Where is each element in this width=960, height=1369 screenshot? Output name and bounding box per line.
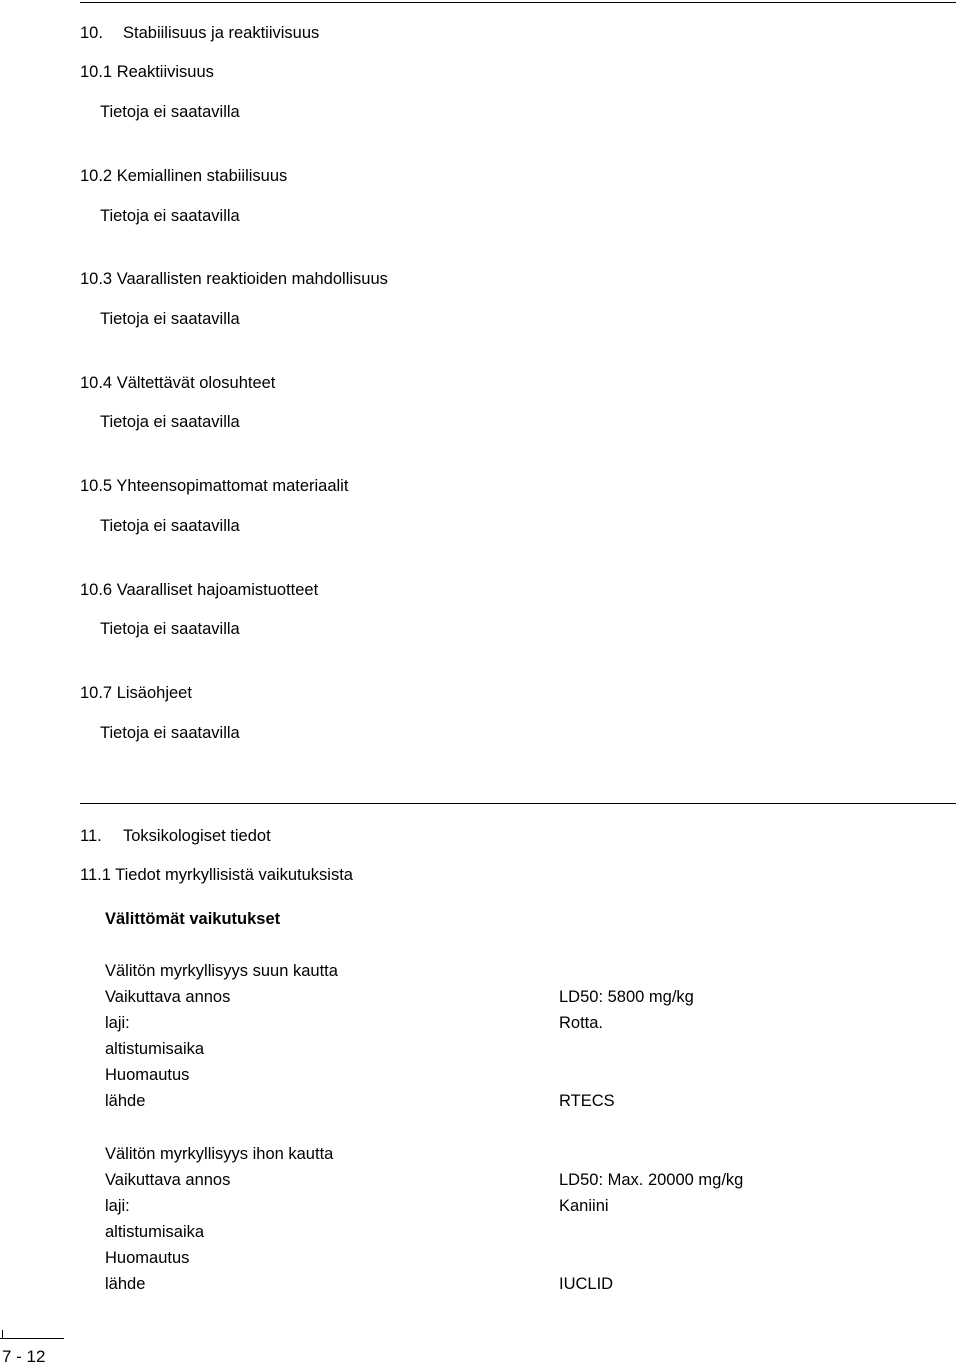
top-rule [80,2,956,3]
section-10-number: 10. [80,24,103,42]
subsection-10-6-text: Tietoja ei saatavilla [100,620,240,638]
oral-dose-label: Vaikuttava annos [105,988,231,1006]
subsection-10-5-text: Tietoja ei saatavilla [100,517,240,535]
dermal-toxicity-title: Välitön myrkyllisyys ihon kautta [105,1145,334,1163]
section-divider [80,803,956,804]
subsection-10-3-text: Tietoja ei saatavilla [100,310,240,328]
subsection-10-1-text: Tietoja ei saatavilla [100,103,240,121]
section-11-number: 11. [80,827,102,845]
dermal-source-value: IUCLID [559,1275,614,1293]
oral-species-value: Rotta. [559,1014,604,1032]
oral-toxicity-title: Välitön myrkyllisyys suun kautta [105,962,338,980]
dermal-species-label: laji: [105,1197,130,1215]
dermal-dose-value: LD50: Max. 20000 mg/kg [559,1171,744,1189]
oral-dose-value: LD50: 5800 mg/kg [559,988,694,1006]
section-11-title: Toksikologiset tiedot [123,827,271,845]
oral-species-label: laji: [105,1014,130,1032]
oral-exposure-label: altistumisaika [105,1040,205,1058]
subsection-11-1-heading: 11.1 Tiedot myrkyllisistä vaikutuksista [80,866,353,884]
subsection-10-1-heading: 10.1 Reaktiivisuus [80,63,214,81]
subsection-10-5-heading: 10.5 Yhteensopimattomat materiaalit [80,477,349,495]
subsection-10-7-heading: 10.7 Lisäohjeet [80,684,192,702]
subsection-10-2-heading: 10.2 Kemiallinen stabiilisuus [80,167,288,185]
section-10-title: Stabiilisuus ja reaktiivisuus [123,24,320,42]
oral-note-label: Huomautus [105,1066,190,1084]
dermal-dose-label: Vaikuttava annos [105,1171,231,1189]
footer-rule [0,1338,64,1339]
dermal-exposure-label: altistumisaika [105,1223,205,1241]
subsection-10-3-heading: 10.3 Vaarallisten reaktioiden mahdollisuus [80,270,388,288]
subsection-10-4-text: Tietoja ei saatavilla [100,413,240,431]
subsection-10-7-text: Tietoja ei saatavilla [100,724,240,742]
oral-source-value: RTECS [559,1092,615,1110]
subsection-10-6-heading: 10.6 Vaaralliset hajoamistuotteet [80,581,319,599]
page-number: 7 - 12 [2,1347,46,1366]
oral-source-label: lähde [105,1092,146,1110]
group-title: Välittömät vaikutukset [105,910,281,928]
dermal-species-value: Kaniini [559,1197,609,1215]
subsection-10-4-heading: 10.4 Vältettävät olosuhteet [80,374,276,392]
dermal-note-label: Huomautus [105,1249,190,1267]
dermal-source-label: lähde [105,1275,146,1293]
subsection-10-2-text: Tietoja ei saatavilla [100,207,240,225]
